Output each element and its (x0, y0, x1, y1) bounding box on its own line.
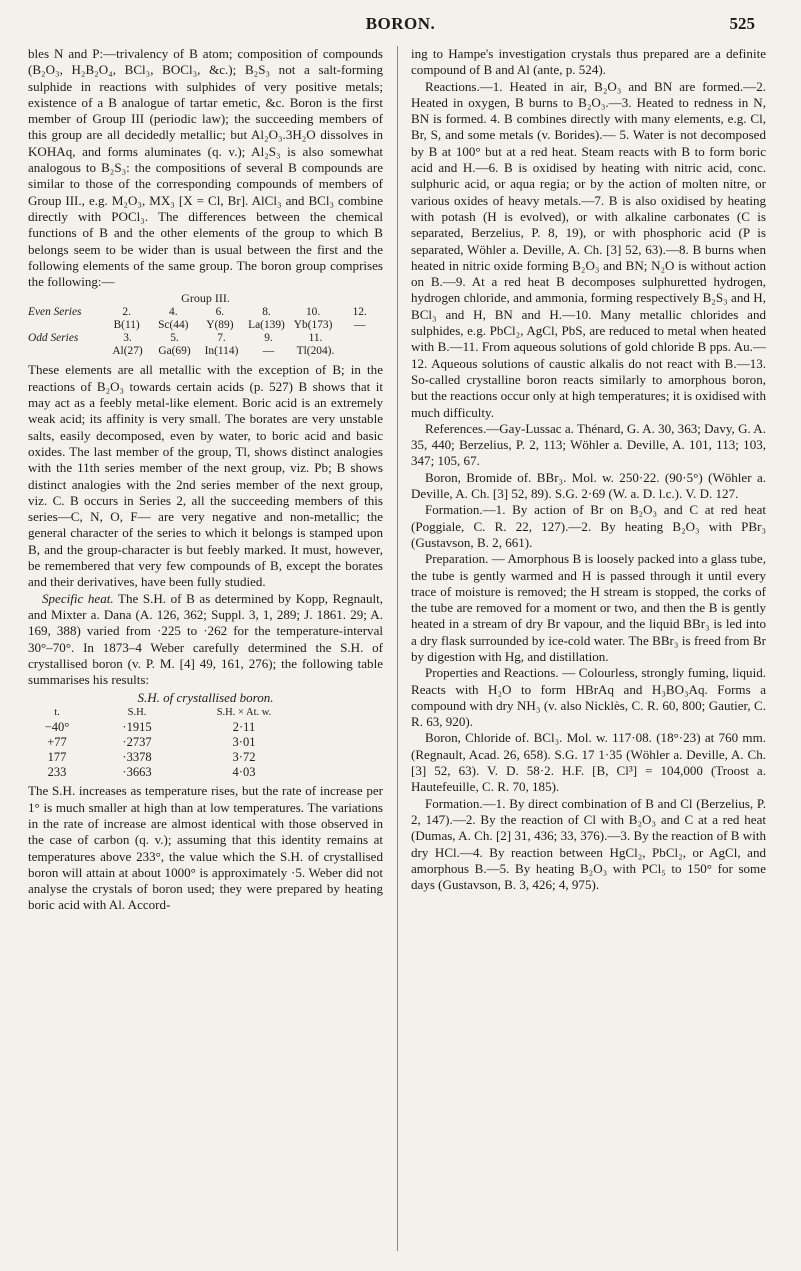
table-cell: +77 (47, 735, 67, 750)
even-series-numbers-row (28, 306, 383, 319)
group-iii-table (28, 292, 383, 358)
column-header: S.H. (127, 707, 147, 719)
series-number: 11. (308, 332, 323, 345)
element-cell: Ga(69) (158, 345, 191, 358)
paragraph: These elements are all metallic with the exception of B; in the reactions of B₂O₃ towards certain acids (p. 527) B shows that it may act as a feebly metal-like element. Boric acid is an extremely weak acid; its affinity is very small. The borates are very unstable salts, easily decomposed, even by water, to boric acid and basic oxides. The last member of the group, Tl, shows distinct analogies with the 11th series member of the next group, viz. Pb; B shows distinct analogies with the 2nd series member of the next group, viz. C. B occurs in Series 2, all the succeeding members of this series—C, N, O, F— are very negative and non-metallic; the general character of the series to which it belongs is stamped upon B, and the group-character is but feebly marked. It must, however, be remembered that very few compounds of B, except the borates and their derivatives, have been fully studied. (28, 362, 383, 590)
series-number: 6. (215, 306, 225, 319)
table-row (28, 765, 383, 780)
table-title: S.H. of crystallised boron. (137, 690, 274, 706)
series-number: 4. (169, 306, 178, 319)
paragraph-formation: Formation.—1. By direct combination of B and Cl (Berzelius, P. 2, 147).—2. By the reaction of Cl with B₂O₃ and C at a red heat (Dumas, A. Ch. [2] 31, 436; 33, 376).—3. By the reaction of B with dry HCl.—4. By reaction between HgCl₂, PbCl₂, or AgCl, and amorphous B.—5. By heating B₂O₃ with PCl₅ to 150° for some days (Gustavson, B. 3, 426; 4, 975). (411, 795, 766, 893)
table-cell: 3·72 (232, 750, 256, 765)
odd-series-elements-row (28, 345, 383, 358)
page-title: BORON. (365, 14, 436, 33)
series-number: 2. (122, 306, 131, 319)
table-cell: 4·03 (232, 765, 256, 780)
page-number: 525 (729, 14, 755, 33)
table-cell: ·2737 (122, 735, 152, 750)
running-head (0, 14, 801, 36)
paragraph-reactions: Reactions.—1. Heated in air, B₂O₃ and BN are formed.—2. Heated in oxygen, B burns to B₂O₃.—3. Heated to redness in N, BN is formed. 4. B combines directly with many elements, e.g. Cl, Br, S, and some metals (v. Borides).— 5. Water is not decomposed by B at 100° but at a red heat. Steam reacts with B to form boric acid and H.—6. B is oxidised by heating with nitric acid, conc. sulphuric acid, or aqua regia; or by the action of molten nitre, or various oxides of heavy metals.—7. B is also oxidised by heating with potash (H is evolved), or with alkaline carbonates (C is separated, Berzelius, P. 8, 19), or with phosphoric acid (P is separated, Wöhler a. Deville, A. Ch. [3] 52, 63).—8. B burns when heated in nitric oxide forming B₂O₃ and BN; N₂O is without action on B.—9. At a red heat B decomposes sulphuretted hydrogen, hydrogen chloride, and ammonia, forming respectively B₂S₃ and H, BCl₃ and H, BN and H.—10. Many metallic chlorides and sulphides, e.g. PbCl₂, AgCl, PbS, are reduced to metal when heated with B.—11. From aqueous solutions of gold chloride B pps. Au.—12. Aqueous solutions of caustic alkalis do not react with B.—13. So-called crystalline boron reacts similarly to amorphous boron, but the reactions occur only at high temperatures; it is oxidised with much difficulty. (411, 78, 766, 420)
table-cell: 233 (47, 765, 67, 780)
column-header: S.H. × At. w. (216, 707, 272, 719)
table-cell: 2·11 (232, 720, 256, 735)
element-cell: Yb(173) (293, 319, 333, 332)
series-number: 3. (123, 332, 132, 345)
column-divider (397, 46, 398, 1251)
element-cell: — (354, 319, 366, 332)
element-cell: Al(27) (112, 345, 143, 358)
table-header-row (28, 705, 383, 720)
element-cell: In(114) (204, 345, 239, 358)
table-row (28, 735, 383, 750)
table-cell: ·3663 (122, 765, 152, 780)
table-cell: ·1915 (122, 720, 152, 735)
element-cell: B(11) (113, 319, 140, 332)
even-series-label: Even Series (28, 306, 82, 319)
right-column (411, 46, 766, 893)
table-cell: −40° (44, 720, 70, 735)
table-cell: 177 (47, 750, 67, 765)
paragraph-preparation: Preparation. — Amorphous B is loosely packed into a glass tube, the tube is gently warmed and H is passed through it until every trace of moisture is removed; the H stream is stopped, the corks of the tube are removed for a moment or two, and then the B is gently heated in a stream of dry Br vapour, and the liquid BBr₃ is led into a dry flask surrounded by ice-cold water. The BBr₃ is freed from Br by digestion with Hg, and distillation. (411, 551, 766, 664)
table-cell: 3·01 (232, 735, 256, 750)
series-number: 8. (262, 306, 271, 319)
paragraph-text: The S.H. of B as determined by Kopp, Regnault, and Mixter a. Dana (A. 126, 362; Suppl. 3, 1, 289; J. 1861. 29; A. 169, 388) varied from ·225 to ·262 for the temperature-interval 30°–70°. In 1873–4 Weber carefully determined the S.H. of crystallised boron (v. P. M. [4] 49, 161, 276); the following table summarises his results: (28, 590, 384, 688)
entry-boron-chloride: Boron, Chloride of. BCl₃. Mol. w. 117·08. (18°·23) at 760 mm. (Regnault, Acad. 26, 658). S.G. 17 1·35 (Wöhler a. Deville, A. Ch. [3] 52, 63). V. D. 58·2. H.F. [B, Cl³] = 104,000 (Troost a. Hautefeuille, C. R. 70, 185). (411, 730, 766, 795)
series-number: 10. (305, 306, 321, 319)
element-cell: Y(89) (206, 319, 234, 332)
table-cell: ·3378 (122, 750, 152, 765)
paragraph: The S.H. increases as temperature rises, but the rate of increase per 1° is much smaller at high than at low temperatures. The variations in the rate of increase are almost identical with those observed in the case of carbon (q. v.); assuming that this identity remains at temperatures above 233°, the value which the S.H. of crystallised boron will attain at about 1000° is approximately ·5. Weber did not analyse the crystals of boron used; they were prepared by heating boric acid with Al. Accord- (28, 783, 383, 913)
paragraph-formation: Formation.—1. By action of Br on B₂O₃ and C at red heat (Poggiale, C. R. 22, 127).—2. By heating B₂O₃ with PBr₃ (Gustavson, B. 2, 661). (411, 502, 766, 550)
series-number: 7. (217, 332, 226, 345)
specific-heat-table (28, 690, 383, 780)
series-number: 5. (170, 332, 179, 345)
column-header: t. (54, 707, 60, 719)
table-row (28, 750, 383, 765)
group-table-title: Group III. (181, 291, 230, 306)
left-column (28, 46, 383, 914)
paragraph: ing to Hampe's investigation crystals thus prepared are a definite compound of B and Al (ante, p. 524). (411, 46, 766, 78)
paragraph: bles N and P:—trivalency of B atom; composition of compounds (B₂O₃, H₂B₂O₄, BCl₃, BOCl₃, &c.); B₂S₃ not a salt-forming sulphide in reactions with sulphides of very positive metals; existence of a B analogue of tartar emetic, &c. Boron is the first member of Group III (periodic law); the succeeding members of this group are all decidedly metallic; but Al₂O₃.3H₂O dissolves in KOHAq, and forms aluminates (q. v.); Al₂S₃ is also somewhat analogous to B₂S₃: the compositions of several B compounds are similar to those of the corresponding compounds of members of Group III., e.g. M₂O₃, MX₃ [X = Cl, Br]. AlCl₃ and BCl₃ combine directly with POCl₃. The differences between the chemical functions of B and the other elements of the group to which B belongs seem to be wider than is usual between the first and the following elements of the same group. The boron group comprises the following:— (28, 46, 383, 290)
series-number: 12. (352, 306, 367, 319)
element-cell: Sc(44) (158, 319, 189, 332)
section-label: Specific heat. (42, 590, 114, 606)
odd-series-label: Odd Series (28, 332, 79, 345)
paragraph-specific-heat (28, 591, 383, 689)
even-series-elements-row (28, 319, 383, 332)
series-number: 9. (264, 332, 273, 345)
table-row (28, 720, 383, 735)
paragraph-properties: Properties and Reactions. — Colourless, strongly fuming, liquid. Reacts with H₂O to form HBrAq and H₃BO₃Aq. Forms a compound with dry NH₃ (v. also Nicklès, C. R. 60, 800; Gautier, C. R. 63, 920). (411, 665, 766, 730)
element-cell: La(139) (248, 319, 285, 332)
paragraph-references: References.—Gay-Lussac a. Thénard, G. A. 30, 363; Davy, G. A. 35, 440; Berzelius, P. 2, 113; Wöhler a. Deville, A. 101, 113; 103, 347; 105, 67. (411, 420, 766, 469)
element-cell: — (262, 345, 275, 358)
entry-boron-bromide: Boron, Bromide of. BBr₃. Mol. w. 250·22. (90·5°) (Wöhler a. Deville, A. Ch. [3] 52, 89). S.G. 2·69 (W. a. D. l.c.). V. D. 127. (411, 469, 766, 502)
element-cell: Tl(204). (296, 345, 335, 358)
odd-series-numbers-row (28, 332, 383, 345)
